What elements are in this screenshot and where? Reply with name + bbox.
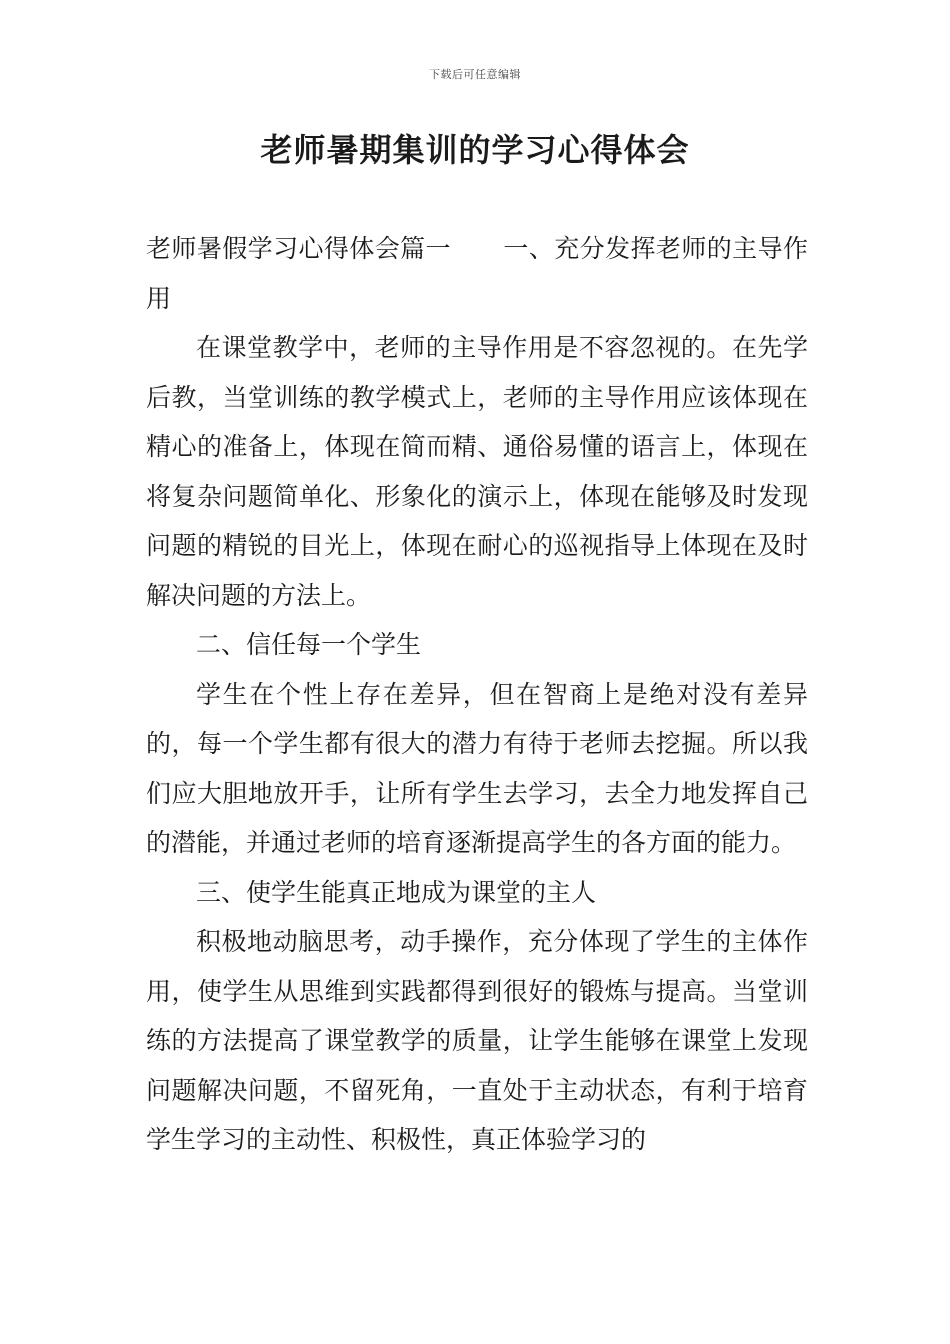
paragraph-3: 积极地动脑思考，动手操作，充分体现了学生的主体作用，使学生从思维到实践都得到很好的锻炼与提高。当堂训练的方法提高了课堂教学的质量，让学生能够在课堂上发现问题解决问题，不留死角，一直处于主动状态，有利于培育学生学习的主动性、积极性，真正体验学习的: [146, 927, 808, 1154]
header-note: 下载后可任意编辑: [429, 68, 521, 81]
paragraph-2: 学生在个性上存在差异，但在智商上是绝对没有差异的，每一个学生都有很大的潜力有待于老师去挖掘。所以我们应大胆地放开手，让所有学生去学习，去全力地发挥自己的潜能，并通过老师的培育逐渐提高学生的各方面的能力。: [146, 679, 808, 857]
intro-line: [146, 224, 808, 323]
intro-left-text: 老师暑假学习心得体会篇一: [146, 234, 451, 263]
paragraph-1: 在课堂教学中，老师的主导作用是不容忽视的。在先学后教，当堂训练的教学模式上，老师的主导作用应该体现在精心的准备上，体现在简而精、通俗易懂的语言上，体现在将复杂问题简单化、形象化的演示上，体现在能够及时发现问题的精锐的目光上，体现在耐心的巡视指导上体现在及时解决问题的方法上。: [146, 333, 808, 610]
document-body: [146, 224, 808, 1165]
section-heading-3: 三、使学生能真正地成为课堂的主人: [196, 877, 597, 907]
intro-right-text: 一、充分发挥老师的主导作用: [146, 234, 808, 313]
document-title: 老师暑期集训的学习心得体会: [260, 131, 690, 169]
section-heading-2: 二、信任每一个学生: [196, 630, 422, 659]
